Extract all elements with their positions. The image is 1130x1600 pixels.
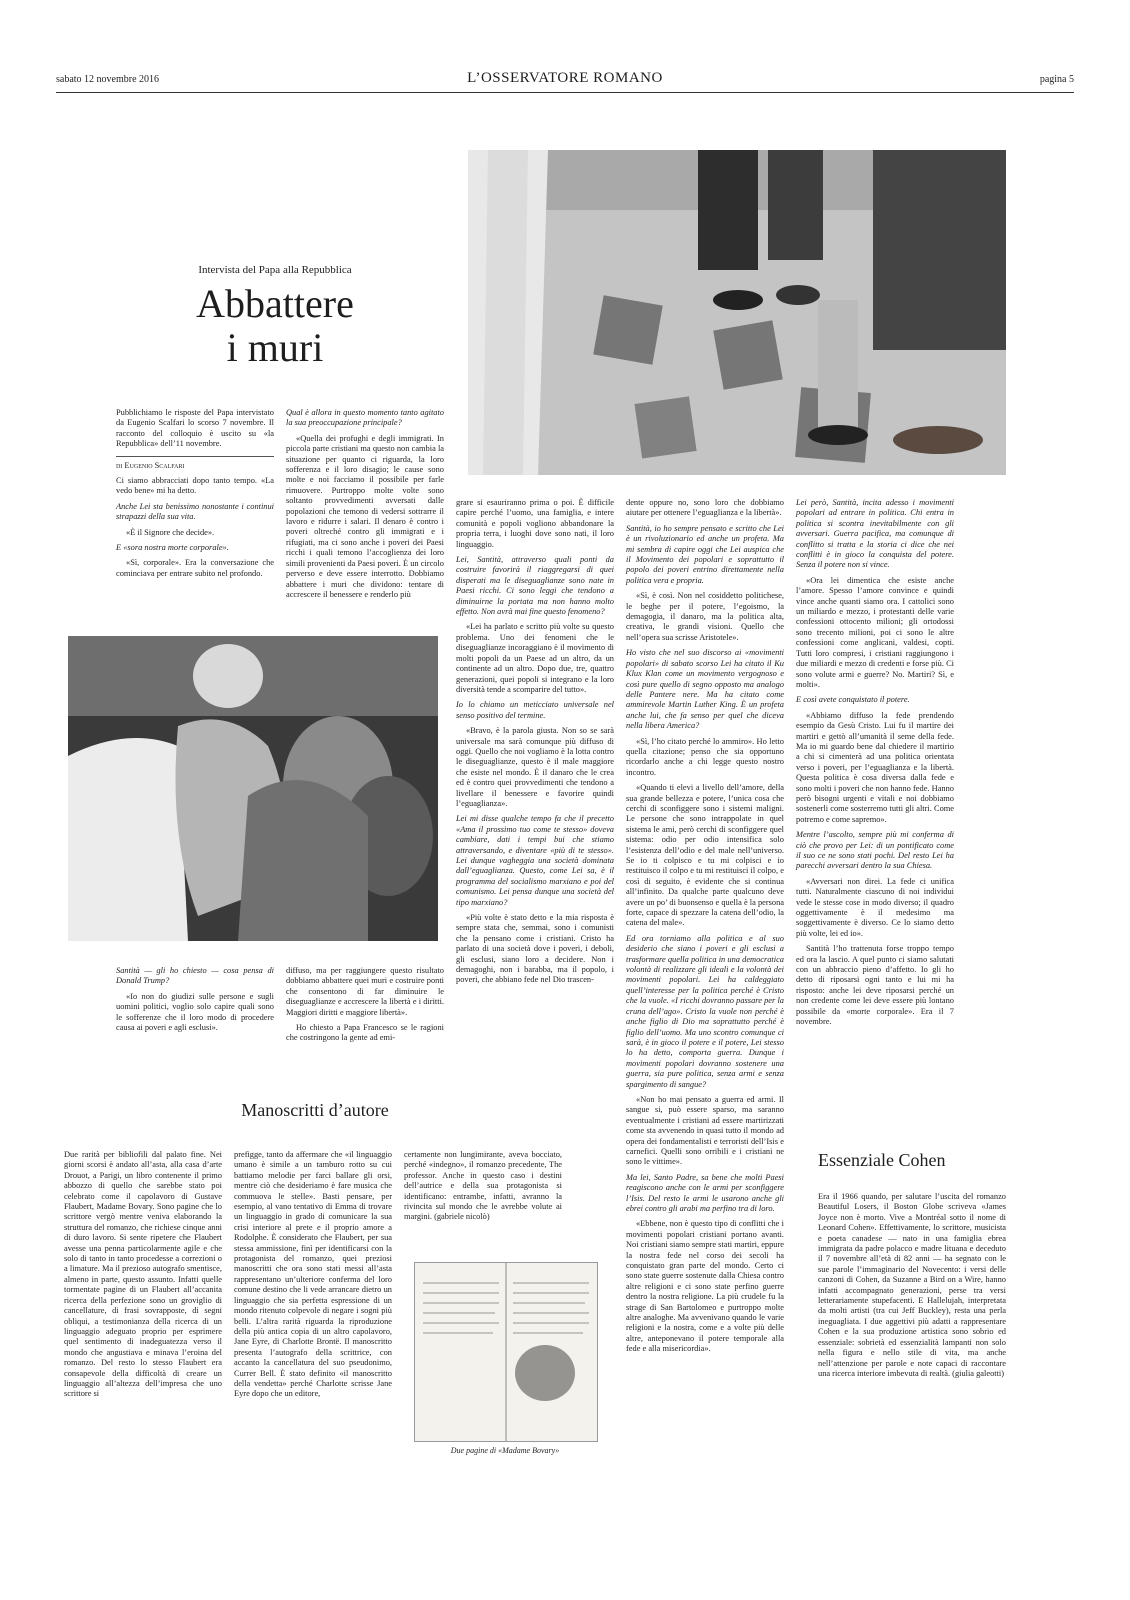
page-header xyxy=(56,70,1074,92)
col3-p4: Io lo chiamo un meticciato universale nel senso positivo del termine. xyxy=(456,700,614,720)
col2-lower xyxy=(286,966,444,1049)
manuscript-photo xyxy=(414,1262,598,1442)
header-date: sabato 12 novembre 2016 xyxy=(56,74,160,85)
col5-p4: «Abbiamo diffuso la fede prendendo esempio da Gesù Cristo. Lui fu il martire dei martiri e gettò all’umanità il seme della fede. Ma io mi guardo bene dal chiedere il martirio a chi si cimenterà ad una politica orientata verso i poveri, per l’eguaglianza e la libertà. Questa politica è cosa diversa dalla fede e sono molti i poveri che non hanno fede. Hanno però bisogni urgenti e vitali e noi dobbiamo sostenerli come sosterremo tutti gli altri. Come potremo e come sapremo». xyxy=(796,710,954,824)
col4 xyxy=(626,498,784,1360)
col1-p5: «Sì, corporale». Era la conversazione che cominciava per entrare subito nel profondo. xyxy=(116,558,274,578)
col1-p4: E «sora nostra morte corporale». xyxy=(116,543,229,553)
col5-p3: E così avete conquistato il potere. xyxy=(796,695,910,705)
col3-p5: «Bravo, è la parola giusta. Non so se sarà universale ma sarà comunque più diffuso di oggi. Quello che noi vogliamo è la lotta contro le diseguaglianze, questo è il male maggiore che esiste nel mondo. È il danaro che le crea ed è contro quei provvedimenti che tendono a livellare il benessere e favorire quindi l’eguaglianza». xyxy=(456,726,614,808)
header-divider xyxy=(56,92,1074,93)
manoscritti-col-c: certamente non lungimirante, aveva bocciato, perché «indegno», il romanzo precedente, The professor. Anche in questo caso i destini dell’autrice e della sua protagonista si identificano: entrambe, infatti, avranno la rivincita sul mondo che le avrebbe volute ai margini. (gabriele nicolò) xyxy=(404,1150,562,1222)
col5-p1: Lei però, Santità, incita adesso i movimenti popolari ad entrare in politica. Chi entra in politica si scontra inevitabilmente con gli avversari. Guerra pacifica, ma comunque di conflitto si tratta e la storia ci dice che nei conflitti è in gioco la conquista del potere. Senza il potere non si vince. xyxy=(796,498,954,570)
col3-p2: Lei, Santità, attraverso quali ponti da costruire favorirà il riaggregarsi di quei disperati ma le diseguaglianze sono nate in Paesi ricchi. Ci sono leggi che tendono a diminuirne la portata ma non hanno molto effetto. Non avrà mai fine questo fenomeno? xyxy=(456,555,614,617)
col4-p7: Ed ora torniamo alla politica e al suo desiderio che siano i poveri e gli esclusi a trasformare quella politica in una democratica volontà di realizzare gli ideali e la volontà dei movimenti popolari. Lei ha caldeggiato quell’interesse per la politica perché è Cristo che la vuole. «I ricchi dovranno passare per la cruna dell’ago». Cristo la vuole non perché è anche figlio di Dio ma soprattutto perché è figlio dell’uomo. Ma uno scontro comunque ci sarà, è in gioco il potere e il potere, Lei stesso lo ha detto, comporta guerra. Dunque i movimenti popolari dovranno sostenere una guerra, sia pure politica, senza armi e senza spargimento di sangue? xyxy=(626,933,784,1089)
article-intro: Pubblichiamo le risposte del Papa intervistato da Eugenio Scalfari lo scorso 7 novembre. Il racconto del colloquio è uscito su «la Repubblica» dell’11 novembre. xyxy=(116,408,274,449)
intro-column xyxy=(116,408,274,584)
col4-p1: dente oppure no, sono loro che dobbiamo aiutare per ottenere l’eguaglianza e la libertà». xyxy=(626,498,784,518)
caption-question: Santità — gli ho chiesto — cosa pensa di Donald Trump? xyxy=(116,966,274,986)
masthead: L’OSSERVATORE ROMANO xyxy=(467,70,663,86)
col2-upper xyxy=(286,408,444,605)
col1-p1: Ci siamo abbracciati dopo tanto tempo. «La vedo bene» mi ha detto. xyxy=(116,476,274,496)
manoscritti-col-a: Due rarità per bibliofili dal palato fine. Nei giorni scorsi è andato all’asta, alla casa d’arte Drouot, a Parigi, un libro contenente il primo abbozzo di quello che sarebbe stato poi celebrato come il capolavoro di Gustave Flaubert, Madame Bovary. Sono pagine che lo scrittore vergò mentre veniva elaborando la struttura del romanzo, che richiese cinque anni di duro lavoro. Si sente ripetere che Flaubert avesse una penna particolarmente agile e che solo di tanto in tanto procedesse a correzioni o a limature. Ma il prezioso autografo smentisce, almeno in parte, questo assunto. Infatti quelle tormentate pagine di un Flaubert all’accanita ricerca della perfezione sono un groviglio di cancellature, di frasi sovrapposte, di segni obliqui, a testimonianza della ricerca di un linguaggio adeguato proprio per esprimere quel sentimento di inadeguatezza verso il mondo che angustiava e minava l’eroina del romanzo. Del resto lo stesso Flaubert era consapevole della difficoltà di creare un linguaggio all’altezza dell’impresa che uno scrittore si xyxy=(64,1150,222,1399)
manoscritti-col-b: prefigge, tanto da affermare che «il linguaggio umano è simile a un tamburo rotto su cui battiamo melodie per farci ballare gli orsi, mentre ciò che desideriamo è fare musica che commuova le stelle». Basti pensare, per esempio, al vano tentativo di Emma di trovare un linguaggio in grado di comunicare la sua crisi interiore al prete e il proprio amore a Rodolphe. È considerato che Flaubert, per sua stessa ammissione, finì per identificarsi con la protagonista del romanzo, quei preziosi manoscritti che ora sono stati messi all’asta rappresentano un’ulteriore conferma del loro comune destino che li vede arrancare dietro un linguaggio che sia perfetta espressione di un mondo ritenuto colpevole di negare i sogni più belli. L’altra rarità riguarda la riproduzione della più antica copia di un altro capolavoro, Jane Eyre, di Charlotte Brontë. Il manoscritto presenta l’autografo della scrittrice, con accanto la cancellatura del suo pseudonimo, Currer Bell. È stato definito «il manoscritto della vendetta» perché Charlotte scrisse Jane Eyre dopo che un editore, xyxy=(234,1150,392,1399)
col2-p2: «Quella dei profughi e degli immigrati. In piccola parte cristiani ma questo non cambia la situazione per quanto ci riguarda, la loro sofferenza e il loro disagio; le cause sono molte e noi facciamo il possibile per farle rimuovere. Purtroppo molte volte sono soltanto provvedimenti avversati dalle popolazioni che temono di vedersi sottrarre il lavoro e ridurre i salari. Il denaro è contro i poveri oltreché contro gli immigrati e i rifugiati, ma ci sono anche i poveri dei Paesi ricchi i quali temono l’accoglienza dei loro simili provenienti da Paesi poveri. È un circolo perverso e deve essere interrotto. Dobbiamo abbattere i muri che dividono: tentare di accrescere il benessere e renderlo più xyxy=(286,433,444,599)
col2b-p1: diffuso, ma per raggiungere questo risultato dobbiamo abbattere quei muri e costruire ponti che consentono di far diminuire le diseguaglianze e accrescere la libertà e i diritti. Maggiori diritti e maggiore libertà». xyxy=(286,966,444,1017)
article-title xyxy=(150,282,400,370)
byline-rule xyxy=(116,456,274,457)
article-title-line1: Abbattere xyxy=(196,281,354,326)
col4-p10: «Ebbene, non è questo tipo di conflitti che i movimenti popolari cristiani portano avanti. Noi cristiani siamo sempre stati martiri, eppure la nostra fede nel corso dei secoli ha conquistato gran parte del mondo. Certo ci sono state guerre sostenute dalla Chiesa contro altre religioni e ci sono state perfino guerre dentro la nostra religione. La più crudele fu la strage di San Bartolomeo e purtroppo molte altre analoghe. Ma avvenivano quando le varie religioni e la nostra, come e a volte più delle altre, anteponevano il potere temporale alla fede e alla misericordia». xyxy=(626,1219,784,1354)
cohen-text: Era il 1966 quando, per salutare l’uscita del romanzo Beautiful Losers, il Boston Globe scriveva «James Joyce non è morto. Vive a Montréal sotto il nome di Leonard Cohen». Effettivamente, lo scrittore, musicista e poeta canadese — nato in una famiglia ebrea immigrata da padre polacco e madre lituana e deceduto il 7 novembre all’età di 82 anni — ha segnato con le sue parole l’immaginario del Novecento: i versi delle canzoni di Cohen, da Suzanne a Bird on a Wire, hanno infatti accompagnato generazioni, perse tra versi letterariamente stupefacenti. E Hallelujah, interpretata da molti artisti (tra cui Jeff Buckley), resta una perla ineguagliata. I due aggettivi più adatti a rappresentare Cohen e la sua produzione artistica sono sobrio ed essenziale: sobrietà ed essenzialità lampanti non solo nella figura e nello stile di vita, ma anche nell’attenzione per parole e note capaci di raccontare una ricerca interiore imbevuta di realtà. (giulia galeotti) xyxy=(818,1192,1006,1378)
col4-p5: «Sì, l’ho citato perché lo ammiro». Ho letto quella citazione; penso che sia opportuno ricordarlo anche a chi legge questo nostro incontro. xyxy=(626,736,784,777)
col2b-p2: Ho chiesto a Papa Francesco se le ragioni che costringono la gente ad emi- xyxy=(286,1023,444,1043)
col1-p3: «È il Signore che decide». xyxy=(126,527,215,537)
col4-p9: Ma lei, Santo Padre, sa bene che molti Paesi reagiscono anche con le armi per sconfiggere l’Isis. Del resto le armi le usarono anche gli ebrei contro gli arabi ma perfino tra di loro. xyxy=(626,1172,784,1213)
col4-p6: «Quando ti elevi a livello dell’amore, della sua grande bellezza e potere, l’unica cosa che cerchi di sconfiggere sono i sistemi maligni. Le persone che sono intrappolate in quel sistema le ami, però cerchi di sconfiggere quel sistema: odio per odio intensifica solo l’esistenza dell’odio e del male nell’universo. Se io ti colpisco e tu mi colpisci e io restituisco il colpo e tu mi restituisci il colpo, e così di seguito, è evidente che si continua all’infinito. Da qualche parte qualcuno deve avere un po’ di buonsenso e quella è la persona forte, capace di spezzare la catena dell’odio, la catena del male». xyxy=(626,783,784,928)
caption-answer: «Io non do giudizi sulle persone e sugli uomini politici, voglio solo capire quali sono le sofferenze che il loro modo di procedere causa ai poveri e agli esclusi». xyxy=(116,991,274,1033)
col3-p1: grare si esauriranno prima o poi. È difficile capire perché l’uomo, una famiglia, e intere comunità e popoli vogliono abbandonare la propria terra, i luoghi dove sono nati, il loro linguaggio. xyxy=(456,498,614,549)
photo-pope xyxy=(68,636,438,941)
photo-feet xyxy=(468,150,1006,475)
col5-p2: «Ora lei dimentica che esiste anche l’amore. Spesso l’amore convince e quindi vince anche quanti siamo ora. I cattolici sono un miliardo e mezzo, i protestanti delle varie confessioni ottocento milioni; gli ortodossi sono trecento milioni, poi ci sono le altre confessioni come anglicani, valdesi, copti. Tutti loro compresi, i cristiani raggiungono i due miliardi e mezzo di credenti e forse più. Ci sono volute armi e guerre? No. Martiri? Sì, e molti». xyxy=(796,575,954,689)
col4-p8: «Non ho mai pensato a guerra ed armi. Il sangue si, può essere sparso, ma saranno eventualmente i cristiani ad essere martirizzati come sta avvenendo in quasi tutto il mondo ad opera dei fondamentalisti e terroristi dell’Isis e carnefici. Quelli sono orribili e i cristiani ne sono le vittime». xyxy=(626,1094,784,1167)
photo-feet-image xyxy=(468,150,1006,475)
col5 xyxy=(796,498,954,1033)
col3 xyxy=(456,498,614,991)
photo-pope-image xyxy=(68,636,438,941)
manuscript-caption: Due pagine di «Madame Bovary» xyxy=(450,1446,560,1455)
caption-column xyxy=(116,966,274,1038)
col3-p7: «Più volte è stato detto e la mia risposta è sempre stata che, semmai, sono i comunisti che la pensano come i cristiani. Cristo ha parlato di una società dove i poveri, i deboli, gli esclusi, siano loro a decidere. Non i demagoghi, non i barabba, ma il popolo, i poveri, che abbiano fede nel Dio trascen- xyxy=(456,913,614,985)
col2-p1: Qual è allora in questo momento tanto agitato la sua preoccupazione principale? xyxy=(286,408,444,428)
manoscritti-title: Manoscritti d’autore xyxy=(241,1100,389,1120)
header-page-number: pagina 5 xyxy=(1039,74,1074,85)
article-title-line2: i muri xyxy=(226,325,324,370)
col5-p7: Santità l’ho trattenuta forse troppo tempo ed ora la lascio. A quel punto ci siamo salutati con un abbraccio pieno d’affetto. Io gli ho detto di riposarsi ogni tanto e lui mi ha risposto: anche lei deve riposarsi perché un non credente come lei deve essere più lontano possibile da «morte corporale». Era il 7 novembre. xyxy=(796,944,954,1027)
col4-p2: Santità, io ho sempre pensato e scritto che Lei è un rivoluzionario ed anche un profeta. Ma mi sembra di capire oggi che Lei auspica che il Movimento dei popolari e soprattutto il popolo dei poveri entrino direttamente nella politica vera e propria. xyxy=(626,523,784,585)
col5-p6: «Avversari non direi. La fede ci unifica tutti. Naturalmente ciascuno di noi individui vede le stesse cose in modo diverso; il quadro oggettivamente è il medesimo ma soggettivamente è diverso. Ce lo siamo detto più volte, lei ed io». xyxy=(796,876,954,938)
col4-p4: Ho visto che nel suo discorso ai «movimenti popolari» di sabato scorso Lei ha citato il Ku Klux Klan come un movimento vergognoso e così pure quello di segno opposto ma analogo delle Pantere nere. Ma ha citato come ammirevole Martin Luther King. È un profeta anche lui, che fa senso per quel che diceva nella libera America? xyxy=(626,648,784,731)
col3-p6: Lei mi disse qualche tempo fa che il precetto «Ama il prossimo tuo come te stesso» doveva cambiare, dati i tempi bui che stiamo attraversando, e diventare «più di te stesso». Lei dunque vagheggia una società dominata dall’eguaglianza. Questo, come Lei sa, è il programma del socialismo marxiano e poi del comunismo. Lei pensa dunque una società del tipo marxiano? xyxy=(456,814,614,907)
col5-p5: Mentre l’ascolto, sempre più mi conferma di ciò che provo per Lei: di un pontificato come il suo ce ne sono stati pochi. Del resto Lei ha parecchi avversari dentro la sua Chiesa. xyxy=(796,830,954,871)
col3-p3: «Lei ha parlato e scritto più volte su questo problema. Uno dei fenomeni che le diseguaglianze incoraggiano è il movimento di molti popoli da un Paese ad un altro, da un continente ad un altro. Dopo due, tre, quattro generazioni, quei popoli si integrano e la loro diversità tende a scomparire del tutto». xyxy=(456,622,614,694)
col4-p3: «Sì, è così. Non nel cosiddetto politichese, le beghe per il potere, l’egoismo, la demagogia, il danaro, ma la politica alta, creativa, le grandi visioni. Quello che nell’opera sua scrisse Aristotele». xyxy=(626,591,784,642)
cohen-title: Essenziale Cohen xyxy=(818,1150,946,1170)
col1-p2: Anche Lei sta benissimo nonostante i continui strapazzi della sua vita. xyxy=(116,501,274,522)
article-kicker: Intervista del Papa alla Repubblica xyxy=(198,264,352,276)
manuscript-photo-image xyxy=(415,1263,597,1441)
byline: di Eugenio Scalfari xyxy=(116,460,185,470)
